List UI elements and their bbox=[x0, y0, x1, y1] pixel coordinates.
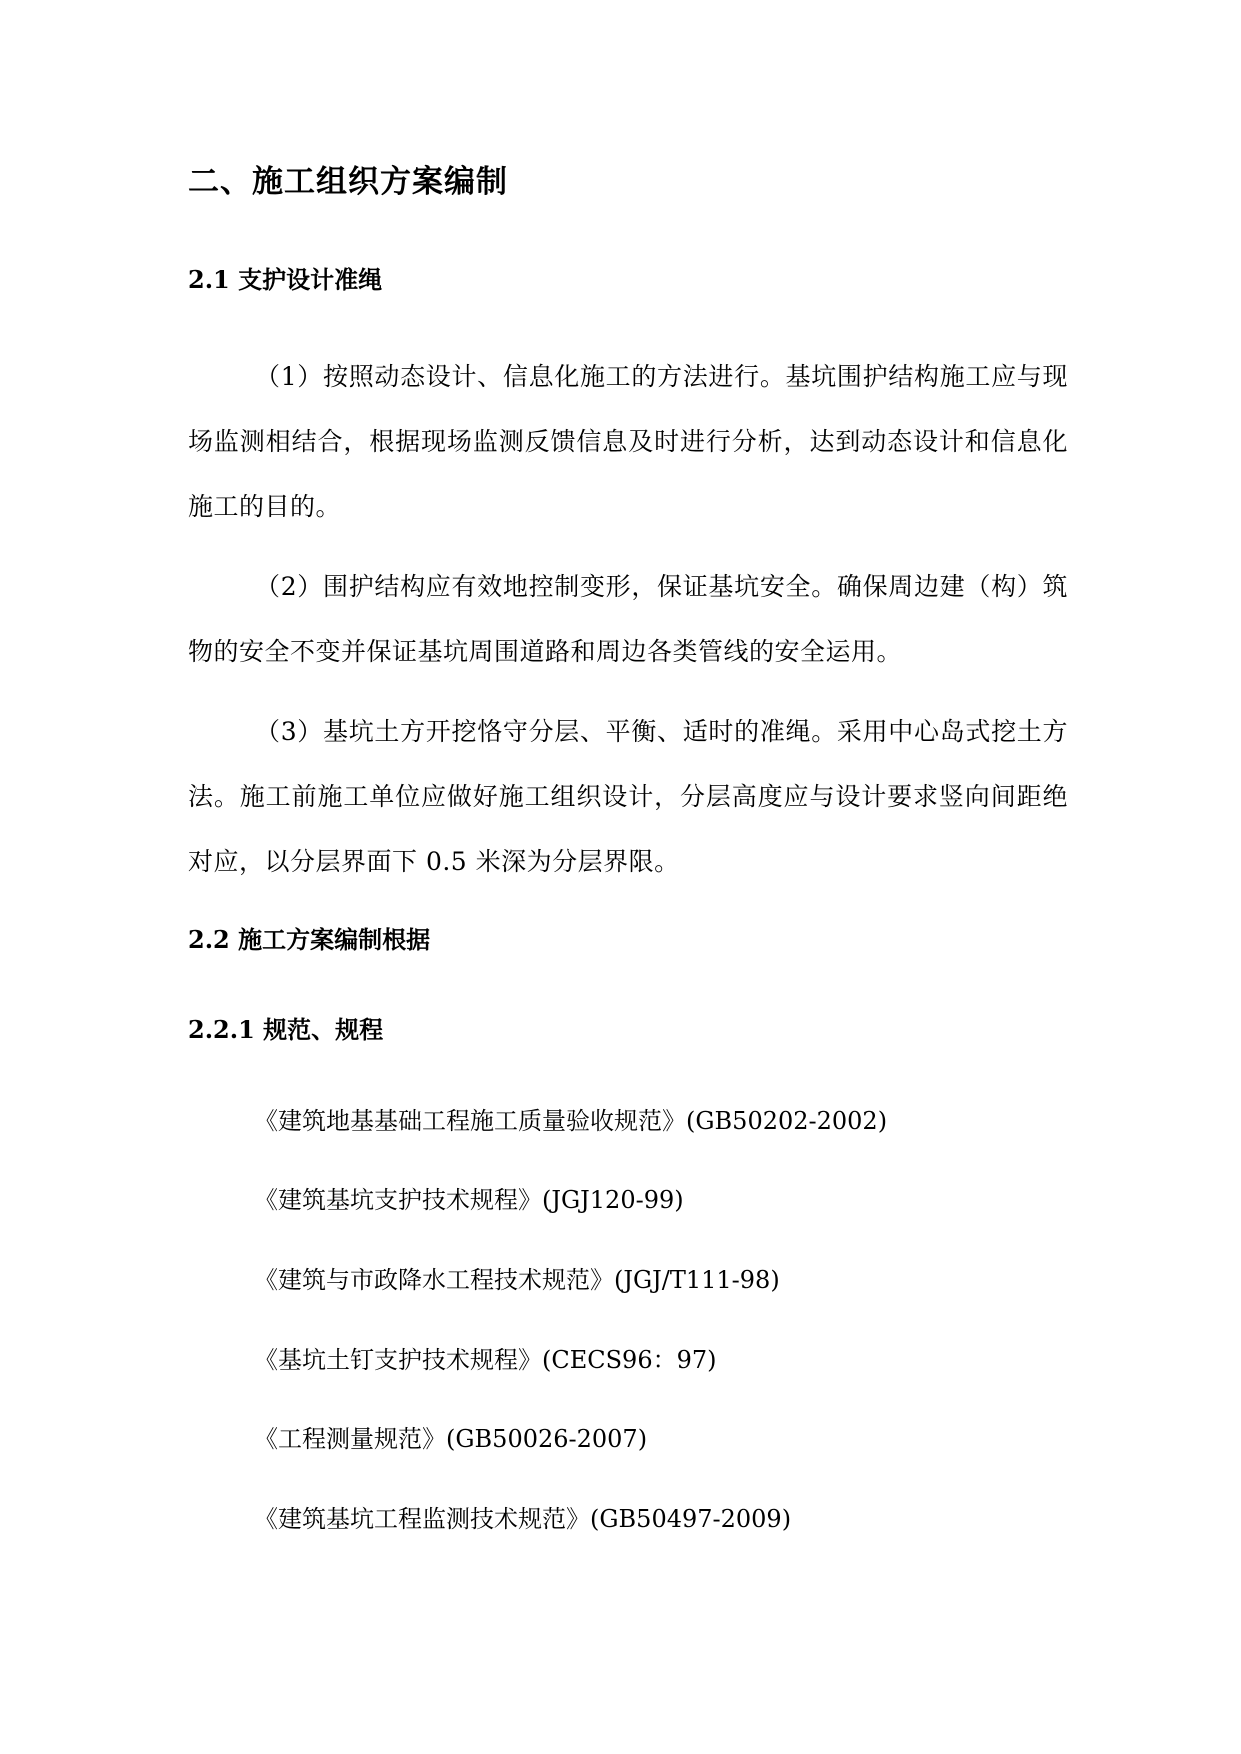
paragraph-2: （2）围护结构应有效地控制变形，保证基坑安全。确保周边建（构）筑物的安全不变并保证基坑周围道路和周边各类管线的安全运用。 bbox=[188, 572, 1068, 666]
reference-item: 《基坑土钉支护技术规程》(CECS96：97) bbox=[254, 1346, 717, 1374]
section-heading-2-1: 2.1 支护设计准绳 bbox=[188, 265, 383, 294]
section-heading-2-2: 2.2 施工方案编制根据 bbox=[188, 925, 431, 954]
paragraph-1: （1）按照动态设计、信息化施工的方法进行。基坑围护结构施工应与现场监测相结合，根据现场监测反馈信息及时进行分析，达到动态设计和信息化施工的目的。 bbox=[188, 362, 1068, 521]
paragraph-3: （3）基坑土方开挖恪守分层、平衡、适时的准绳。采用中心岛式挖土方法。施工前施工单位应做好施工组织设计，分层高度应与设计要求竖向间距绝对应，以分层界面下 0.5 米深为分层界限。 bbox=[188, 717, 1068, 876]
reference-item: 《建筑与市政降水工程技术规范》(JGJ/T111-98) bbox=[254, 1266, 780, 1294]
reference-item: 《建筑基坑工程监测技术规范》(GB50497-2009) bbox=[254, 1505, 792, 1533]
reference-item: 《建筑地基基础工程施工质量验收规范》(GB50202-2002) bbox=[254, 1107, 888, 1135]
reference-item: 《建筑基坑支护技术规程》(JGJ120-99) bbox=[254, 1186, 684, 1214]
chapter-title: 二、施工组织方案编制 bbox=[188, 164, 508, 200]
section-heading-2-2-1: 2.2.1 规范、规程 bbox=[188, 1015, 384, 1044]
reference-item: 《工程测量规范》(GB50026-2007) bbox=[254, 1425, 648, 1453]
